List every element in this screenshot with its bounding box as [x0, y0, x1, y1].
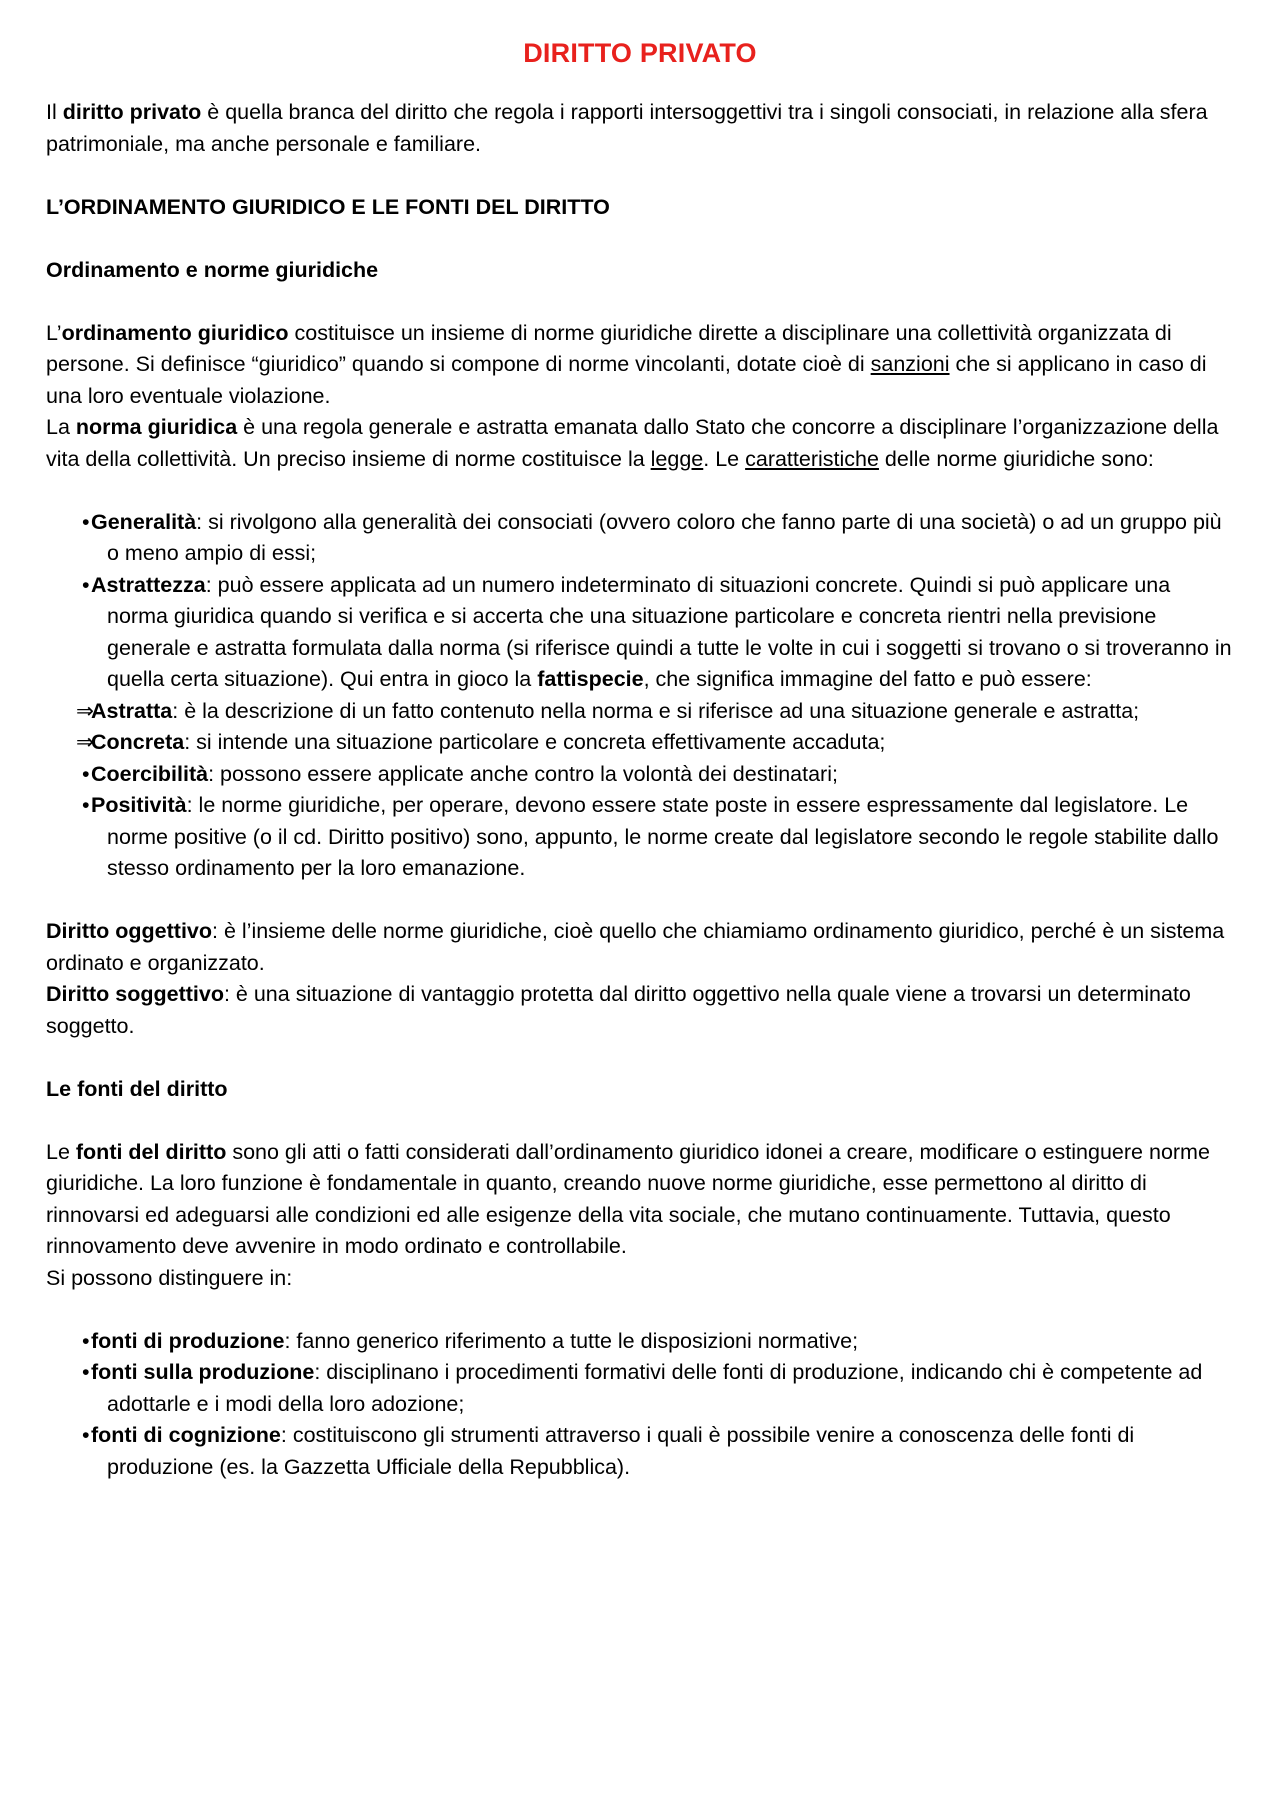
text: sono gli atti o fatti considerati dall’ordinamento giuridico idonei a creare, modificare o estinguere norme giuridiche. La loro funzione è fondamentale in quanto, creando nuove norme giuridiche, esse permettono al diritto di rinnovarsi ed adeguarsi alle condizioni ed alle esigenze della vita sociale, che mutano continuamente. Tuttavia, questo rinnovamento deve avvenire in modo ordinato e controllabile.	[46, 1139, 1210, 1258]
bold-term: Generalità	[91, 509, 197, 534]
text: : è una situazione di vantaggio protetta dal diritto oggettivo nella quale viene a trovarsi un determinato soggetto.	[46, 982, 1191, 1038]
list-item	[46, 570, 1234, 696]
list-item	[46, 759, 1234, 791]
text: : costituiscono gli strumenti attraverso i quali è possibile venire a conoscenza delle fonti di produzione (es. la Gazzetta Ufficiale della Repubblica).	[107, 1423, 1135, 1479]
bold-term: fonti del diritto	[75, 1139, 227, 1164]
text: L’	[46, 320, 62, 345]
text: . Le	[703, 446, 746, 471]
subheading-fonti: Le fonti del diritto	[46, 1076, 228, 1101]
paragraph-norma	[46, 412, 1234, 475]
paragraph-ordinamento	[46, 318, 1234, 413]
underlined-term: sanzioni	[870, 352, 950, 376]
bullet-icon: •	[82, 1328, 90, 1353]
underlined-term: caratteristiche	[745, 446, 879, 471]
arrow-icon: ⇒	[76, 730, 95, 754]
paragraph-fonti	[46, 1137, 1234, 1263]
document-title: DIRITTO PRIVATO	[523, 38, 757, 68]
bullet-icon: •	[82, 572, 90, 597]
text: : è la descrizione di un fatto contenuto nella norma e si riferisce ad una situazione generale e astratta;	[172, 698, 1140, 723]
bold-term: Astrattezza	[91, 572, 206, 597]
text: che si applicano in caso di una loro eventuale violazione.	[46, 352, 1207, 408]
intro-post: è quella branca del diritto che regola i rapporti intersoggettivi tra i singoli consociati, in relazione alla sfera patrimoniale, ma anche personale e familiare.	[46, 100, 1208, 156]
bullet-icon: •	[82, 793, 90, 817]
bold-term: Positività	[91, 793, 187, 817]
bold-term: fonti sulla produzione	[91, 1360, 315, 1384]
text: : è l’insieme delle norme giuridiche, cioè quello che chiamiamo ordinamento giuridico, perché è un sistema ordinato e organizzato.	[46, 919, 1225, 975]
list-item	[46, 1326, 1234, 1358]
list-item	[46, 507, 1234, 570]
text: : disciplinano i procedimenti formativi delle fonti di produzione, indicando chi è competente ad adottarle e i modi della loro adozione;	[107, 1360, 1203, 1416]
list-item	[46, 1420, 1234, 1483]
fonti-list	[46, 1326, 1234, 1484]
list-item	[46, 696, 1234, 728]
section-heading: L’ORDINAMENTO GIURIDICO E LE FONTI DEL DIRITTO	[46, 194, 610, 219]
text: : possono essere applicate anche contro la volontà dei destinatari;	[208, 761, 838, 786]
text: La	[46, 415, 76, 439]
intro-pre: Il	[46, 100, 63, 124]
text: Le	[46, 1139, 76, 1164]
text: , che significa immagine del fatto e può essere:	[643, 667, 1092, 691]
text: costituisce un insieme di norme giuridiche dirette a disciplinare una collettività organizzata di persone. Si definisce “giuridico” quando si compone di norme vincolanti, dotate cioè di	[46, 320, 1172, 376]
bold-term: fonti di produzione	[91, 1328, 285, 1353]
paragraph-distinguere: Si possono distinguere in:	[46, 1265, 293, 1290]
characteristics-list	[46, 507, 1234, 885]
text: : si rivolgono alla generalità dei consociati (ovvero coloro che fanno parte di una società) o ad un gruppo più o meno ampio di essi;	[107, 509, 1222, 565]
bullet-icon: •	[82, 1360, 90, 1384]
paragraph-diritto-oggettivo	[46, 916, 1234, 979]
list-item	[46, 727, 1234, 759]
bullet-icon: •	[82, 761, 90, 786]
bold-term: Coercibilità	[91, 761, 209, 786]
intro-bold: diritto privato	[62, 100, 202, 124]
text: delle norme giuridiche sono:	[878, 446, 1154, 471]
bold-term: fonti di cognizione	[91, 1423, 281, 1447]
bullet-icon: •	[82, 509, 90, 534]
bold-term: fattispecie	[537, 667, 644, 691]
arrow-icon: ⇒	[76, 698, 95, 723]
text: : può essere applicata ad un numero indeterminato di situazioni concrete. Quindi si può applicare una norma giuridica quando si verifica e si accerta che una situazione particolare e concreta rientri nella previsione generale e astratta formulata dalla norma (si riferisce quindi a tutte le volte in cui i soggetti si trovano o si troveranno in quella certa situazione). Qui entra in gioco la	[107, 572, 1232, 691]
paragraph-diritto-soggettivo	[46, 979, 1234, 1042]
bullet-icon: •	[82, 1423, 90, 1447]
bold-term: Astratta	[91, 698, 173, 723]
list-item	[46, 790, 1234, 885]
underlined-term: legge	[650, 446, 704, 471]
text: : le norme giuridiche, per operare, devono essere state poste in essere espressamente dal legislatore. Le norme positive (o il cd. Diritto positivo) sono, appunto, le norme create dal legislatore secondo le regole stabilite dallo stesso ordinamento per la loro emanazione.	[107, 793, 1219, 880]
text: : si intende una situazione particolare e concreta effettivamente accaduta;	[184, 730, 886, 754]
bold-term: ordinamento giuridico	[61, 320, 289, 345]
bold-term: norma giuridica	[75, 415, 238, 439]
bold-term: Concreta	[91, 730, 185, 754]
bold-term: Diritto soggettivo	[46, 982, 224, 1006]
intro-paragraph	[46, 97, 1234, 160]
subheading-ordinamento: Ordinamento e norme giuridiche	[46, 257, 379, 282]
text: : fanno generico riferimento a tutte le disposizioni normative;	[284, 1328, 859, 1353]
list-item	[46, 1357, 1234, 1420]
text: è una regola generale e astratta emanata dallo Stato che concorre a disciplinare l’organizzazione della vita della collettività. Un preciso insieme di norme costituisce la	[46, 415, 1219, 471]
bold-term: Diritto oggettivo	[46, 919, 213, 943]
